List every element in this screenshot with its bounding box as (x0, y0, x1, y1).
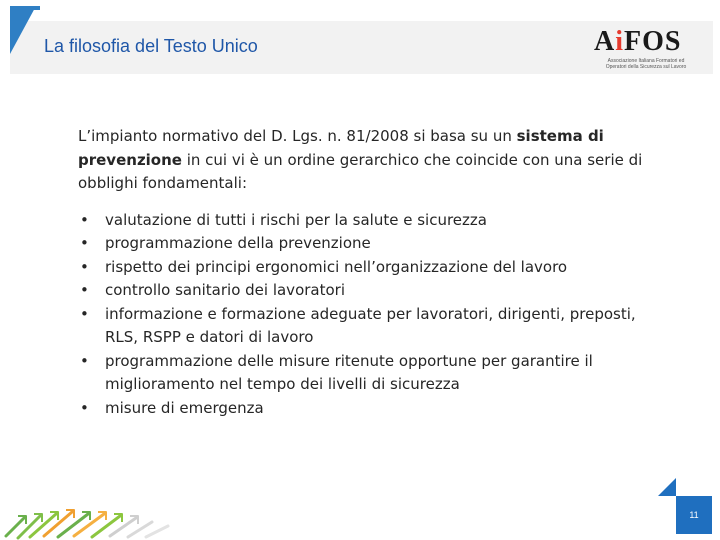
bullet-glyph: • (80, 398, 89, 417)
bullet-list (78, 209, 658, 421)
bullet-glyph: • (80, 281, 89, 299)
corner-accent-bar (10, 6, 40, 10)
bullet-text: controllo sanitario dei lavoratori (105, 281, 345, 299)
logo-word-dot: i (615, 26, 625, 57)
intro-text-bold: sistema di prevenzione (78, 127, 604, 169)
page-title: La filosofia del Testo Unico (44, 36, 258, 56)
bullet-glyph: • (80, 210, 89, 229)
content-body (78, 125, 658, 420)
intro-paragraph (78, 125, 658, 196)
bullet-glyph: • (80, 351, 89, 370)
logo-word-start: A (594, 26, 616, 57)
bullet-text: informazione e formazione adeguate per lavoratori, dirigenti, preposti, RLS, RSPP e datori di lavoro (105, 304, 636, 346)
bullet-text: programmazione della prevenzione (105, 234, 371, 252)
bullet-text: valutazione di tutti i rischi per la salute e sicurezza (105, 210, 487, 229)
bullet-text: misure di emergenza (105, 398, 264, 417)
bullet-text: rispetto dei principi ergonomici nell’organizzazione del lavoro (105, 257, 568, 276)
bullet-glyph: • (80, 257, 89, 276)
deco-arrow-gray (146, 526, 168, 537)
bullet-text: programmazione delle misure ritenute opportune per garantire il miglioramento nel tempo dei livelli di sicurezza (105, 351, 593, 393)
bullet-item (78, 350, 658, 397)
bullet-item (78, 397, 658, 421)
bullet-item (78, 209, 658, 233)
bullet-item (78, 303, 658, 350)
logo-tagline: Associazione Italiana Formatori ed Operatori della Sicurezza sul Lavoro (605, 58, 687, 70)
page-number-accent (658, 478, 676, 496)
logo-word-end: FOS (624, 26, 682, 57)
logo-word (594, 28, 681, 56)
intro-text-end: in cui vi è un ordine gerarchico che coincide con una serie di obblighi fondamentali: (78, 150, 643, 192)
bullet-glyph: • (80, 234, 89, 252)
bullet-item (78, 256, 658, 280)
decorative-arrows (0, 470, 210, 540)
page-number: 11 (676, 496, 712, 534)
bullet-item (78, 279, 658, 303)
corner-accent (10, 6, 36, 54)
intro-text-start: L’impianto normativo del D. Lgs. n. 81/2008 si basa su un (78, 127, 517, 145)
bullet-glyph: • (80, 304, 89, 323)
aifos-logo (594, 28, 696, 74)
bullet-item (78, 232, 658, 256)
